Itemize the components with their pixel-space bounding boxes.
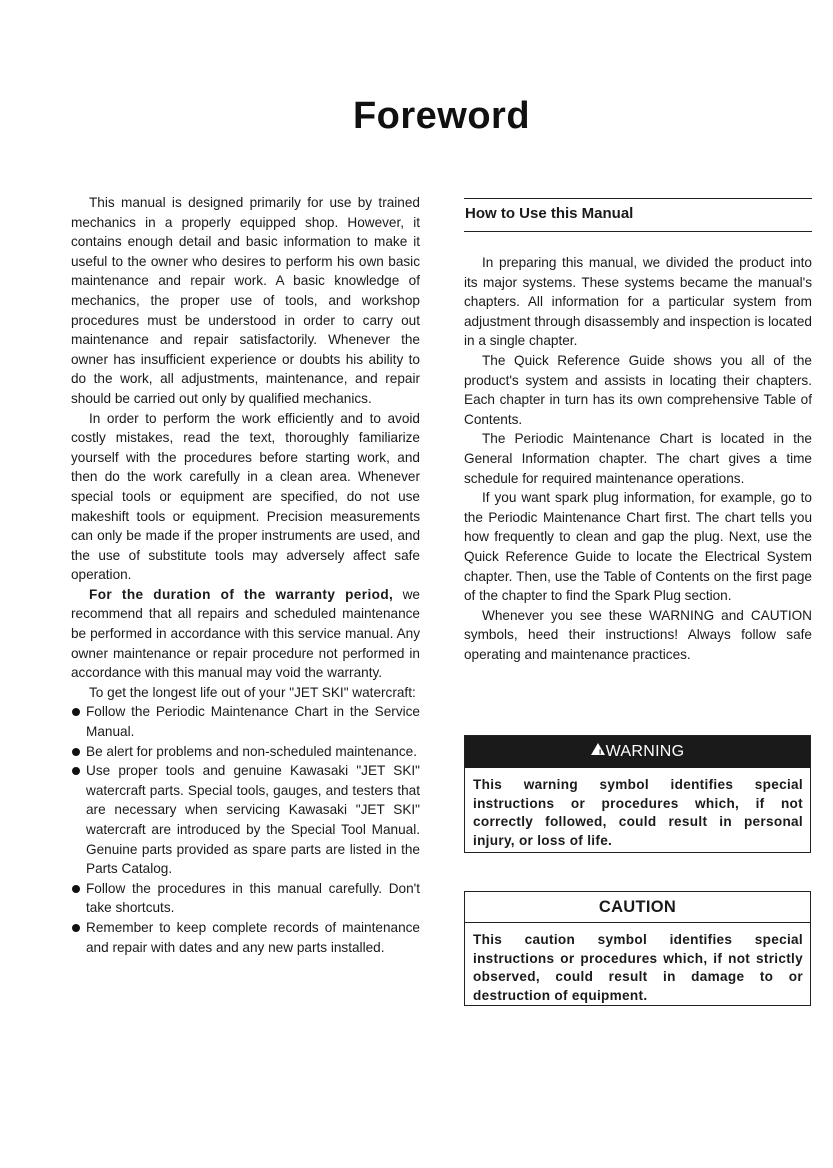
bullet-icon — [72, 924, 80, 932]
caution-label: CAUTION — [598, 897, 677, 916]
heading-divider — [464, 231, 812, 232]
section-title: How to Use this Manual — [465, 205, 634, 222]
section-heading — [464, 198, 812, 222]
maintenance-chart-paragraph: The Periodic Maintenance Chart is located in the General Information chapter. The chart gives a time schedule for required maintenance operations. — [464, 431, 812, 486]
list-item: Follow the Periodic Maintenance Chart in the Service Manual. — [71, 702, 420, 741]
list-item: Use proper tools and genuine Kawasaki "JET SKI" watercraft parts. Special tools, gauges, and testers that are necessary when servicing Kawasaki "JET SKI" watercraft are introduced by the Special Tool Manual. Genuine parts provided as spare parts are listed in the Parts Catalog. — [71, 761, 420, 879]
quick-reference-paragraph: The Quick Reference Guide shows you all of the product's system and assists in locating their chapters. Each chapter in turn has its own comprehensive Table of Contents. — [464, 352, 812, 427]
warning-label: WARNING — [605, 743, 685, 760]
warning-header — [465, 736, 810, 768]
longest-life-paragraph: To get the longest life out of your "JET SKI" watercraft: — [89, 684, 416, 700]
bullet-icon — [72, 767, 80, 775]
page-title: Foreword — [352, 95, 531, 137]
bullet-icon — [72, 748, 80, 756]
intro-paragraph: This manual is designed primarily for use by trained mechanics in a properly equipped shop. However, it contains enough detail and basic information to make it useful to the owner who desires to perform his own basic maintenance and repair work. A basic knowledge of mechanics, the proper use of tools, and workshop procedures must be understood in order to carry out maintenance and repair satisfactorily. Whenever the owner has insufficient experience or doubts his ability to do the work, all adjustments, maintenance, and repair should be carried out only by qualified mechanics. — [71, 195, 420, 406]
list-item: Remember to keep complete records of maintenance and repair with dates and any new parts installed. — [71, 918, 420, 957]
warranty-lead: For the duration of the warranty period, — [89, 586, 394, 602]
warning-triangle-icon: ! — [591, 743, 606, 761]
bullet-icon — [72, 708, 80, 716]
caution-header — [465, 892, 810, 923]
caution-text: This caution symbol identifies special instructions or procedures which, if not strictly observed, could result in damage to or destruction of equipment. — [473, 932, 803, 1003]
warranty-rest: we recommend that all repairs and scheduled maintenance be performed in accordance with this service manual. Any owner maintenance or repair procedure not performed in accordance with this manual may void the warranty. — [71, 586, 420, 681]
bullet-icon — [72, 885, 80, 893]
warning-text: This warning symbol identifies special instructions or procedures which, if not correctly followed, could result in personal injury, or loss of life. — [473, 777, 803, 848]
symbols-paragraph: Whenever you see these WARNING and CAUTION symbols, heed their instructions! Always follow safe operating and maintenance practices. — [464, 607, 812, 662]
systems-paragraph: In preparing this manual, we divided the product into its major systems. These systems became the manual's chapters. All information for a particular system from adjustment through disassembly and inspection is located in a single chapter. — [464, 255, 812, 349]
warning-box — [464, 735, 811, 853]
right-column — [464, 253, 812, 664]
left-column — [71, 193, 420, 957]
warranty-paragraph — [71, 585, 420, 683]
list-item: Be alert for problems and non-scheduled maintenance. — [71, 742, 420, 762]
spark-plug-paragraph: If you want spark plug information, for example, go to the Periodic Maintenance Chart first. The chart tells you how frequently to clean and gap the plug. Next, use the Quick Reference Guide to locate the Electrical System chapter. Then, use the Table of Contents on the first page of the chapter to find the Spark Plug section. — [464, 490, 812, 604]
efficiency-paragraph: In order to perform the work efficiently and to avoid costly mistakes, read the text, thoroughly familiarize yourself with the procedures before starting work, and then do the work carefully in a clean area. Whenever special tools or equipment are specified, do not use makeshift tools or equipment. Precision measurements can only be made if the proper instruments are used, and the use of substitute tools may adversely affect safe operation. — [71, 410, 420, 583]
caution-box — [464, 891, 811, 1006]
tips-list — [71, 702, 420, 957]
list-item: Follow the procedures in this manual carefully. Don't take shortcuts. — [71, 879, 420, 918]
